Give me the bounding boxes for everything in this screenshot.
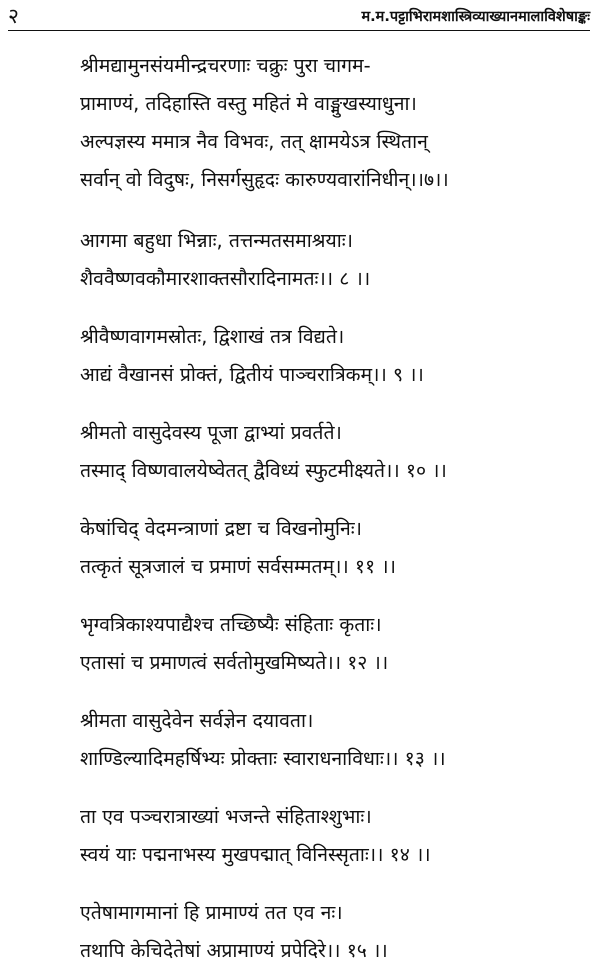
- verse-15: [80, 894, 595, 970]
- verse-12: [80, 606, 595, 682]
- verse-7: [80, 47, 595, 199]
- verse-line: एतेषामागमानां हि प्रामाण्यं तत एव नः।: [80, 901, 343, 924]
- verse-line: प्रामाण्यं, तदिहास्ति वस्तु महितं मे वाङ्मुखस्याधुना।: [80, 92, 417, 115]
- verse-line: एतासां च प्रमाणत्वं सर्वतोमुखमिष्यते।। १२ ।।: [80, 651, 389, 674]
- verse-line: श्रीमद्यामुनसंयमीन्द्रचरणाः चक्रुः पुरा चागम-: [80, 54, 371, 77]
- verse-14: [80, 798, 595, 874]
- verse-line: शैववैष्णवकौमारशाक्तसौरादिनामतः।। ८ ।।: [80, 267, 371, 290]
- running-title: म.म.पट्टाभिरामशास्त्रिव्याख्यानमालाविशेषाङ्कः: [361, 9, 590, 25]
- page-number: २: [8, 4, 19, 28]
- verse-11: [80, 510, 595, 586]
- verse-line: श्रीमतो वासुदेवस्य पूजा द्वाभ्यां प्रवर्तते।: [80, 421, 342, 444]
- verse-line: श्रीवैष्णवागमस्रोतः, द्विशाखं तत्र विद्यते।: [80, 325, 345, 348]
- verse-line: केषांचिद् वेदमन्त्राणां द्रष्टा च विखनोमुनिः।: [80, 517, 362, 540]
- verse-line: आद्यं वैखानसं प्रोक्तं, द्वितीयं पाञ्चरात्रिकम्।। ९ ।।: [80, 363, 424, 386]
- verse-8: [80, 222, 595, 298]
- verse-line: अल्पज्ञस्य ममात्र नैव विभवः, तत् क्षामयेऽत्र स्थितान्: [80, 130, 428, 153]
- verse-line: तथापि केचिदेतेषां अप्रामाण्यं प्रपेदिरे।। १५ ।।: [80, 939, 388, 962]
- verse-line: आगमा बहुधा भिन्नाः, तत्तन्मतसमाश्रयाः।: [80, 229, 354, 252]
- verse-line: श्रीमता वासुदेवेन सर्वज्ञेन दयावता।: [80, 709, 314, 732]
- verse-line: भृग्वत्रिकाश्यपाद्यैश्च तच्छिष्यैः संहिताः कृताः।: [80, 613, 382, 636]
- header-divider: [8, 30, 590, 31]
- verse-9: [80, 318, 595, 394]
- verse-10: [80, 414, 595, 490]
- verse-line: ता एव पञ्चरात्राख्यां भजन्ते संहिताश्शुभाः।: [80, 805, 372, 828]
- page-header: [8, 4, 590, 28]
- verse-line: शाण्डिल्यादिमहर्षिभ्यः प्रोक्ताः स्वाराधनाविधाः।। १३ ।।: [80, 747, 446, 770]
- verse-13: [80, 702, 595, 778]
- verse-line: सर्वान् वो विदुषः, निसर्गसुहृदः कारुण्यवारांनिधीन्।।७।।: [80, 168, 449, 191]
- verse-line: स्वयं याः पद्मनाभस्य मुखपद्मात् विनिस्सृताः।। १४ ।।: [80, 843, 431, 866]
- verse-line: तस्माद् विष्णवालयेष्वेतत् द्वैविध्यं स्फुटमीक्ष्यते।। १० ।।: [80, 459, 447, 482]
- verse-line: तत्कृतं सूत्रजालं च प्रमाणं सर्वसम्मतम्।। ११ ।।: [80, 555, 396, 578]
